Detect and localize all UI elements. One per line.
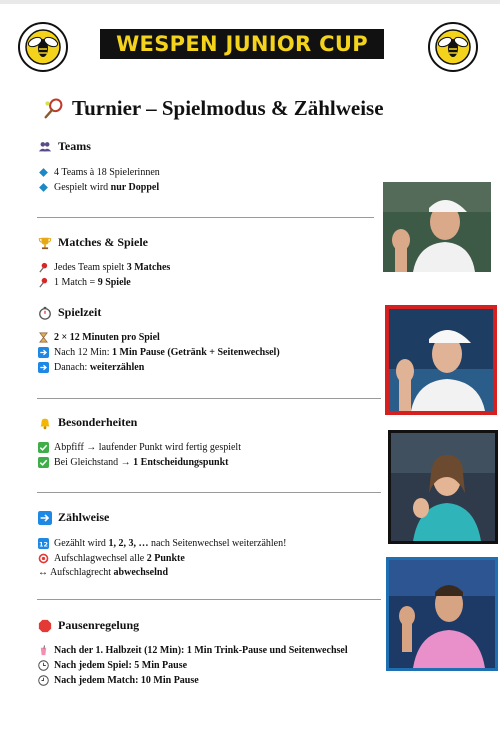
- banner-text: WESPEN JUNIOR CUP: [116, 32, 368, 56]
- player-photo-2: [385, 305, 497, 415]
- arrow-right-icon: [38, 362, 49, 373]
- player-photo-3: [388, 430, 498, 544]
- numbers-icon: [38, 538, 49, 549]
- list-item: Nach jedem Spiel: 5 Min Pause: [38, 660, 187, 671]
- tournament-banner: [100, 29, 384, 59]
- arrow-right-icon: [38, 347, 49, 358]
- list-item: Abpfiff → laufender Punkt wird fertig gespielt: [38, 442, 241, 453]
- list-item: Aufschlagwechsel alle 2 Punkte: [38, 553, 185, 564]
- top-border: [0, 0, 500, 4]
- hourglass-icon: [38, 332, 49, 343]
- pushpin-icon: [38, 262, 49, 273]
- section-heading-teams: Teams: [38, 139, 91, 154]
- bell-icon: [38, 416, 52, 430]
- section-heading-besonderheiten: Besonderheiten: [38, 415, 137, 430]
- player-photo-4: [386, 557, 498, 671]
- diamond-icon: [38, 182, 49, 193]
- section-heading-pausen: Pausenregelung: [38, 618, 139, 633]
- drink-icon: [38, 645, 49, 656]
- list-item: 1 Match = 9 Spiele: [38, 277, 131, 288]
- section-divider: [37, 599, 381, 600]
- tennis-racket-icon: [42, 98, 64, 120]
- list-item: Danach: weiterzählen: [38, 362, 144, 373]
- list-item: 12 Gezählt wird 1, 2, 3, … nach Seitenwechsel weiterzählen!: [39, 538, 287, 549]
- club-logo-right: [428, 22, 478, 72]
- target-icon: [38, 553, 49, 564]
- list-item: Nach der 1. Halbzeit (12 Min): 1 Min Trink-Pause und Seitenwechsel: [38, 645, 348, 656]
- section-heading-spielzeit: Spielzeit: [38, 305, 101, 320]
- people-icon: [38, 140, 52, 154]
- svg-text:12: 12: [39, 540, 48, 549]
- list-item: Gespielt wird nur Doppel: [38, 182, 159, 193]
- list-item: 2 × 12 Minuten pro Spiel: [38, 332, 160, 343]
- section-divider: [37, 217, 374, 218]
- clock-icon: [38, 675, 49, 686]
- stop-sign-icon: [38, 619, 52, 633]
- arrow-right-icon: [38, 511, 52, 525]
- section-heading-zaehlweise: Zählweise: [38, 510, 109, 525]
- diamond-icon: [38, 167, 49, 178]
- list-item: Jedes Team spielt 3 Matches: [38, 262, 170, 273]
- section-divider: [37, 398, 381, 399]
- clock-icon: [38, 660, 49, 671]
- page-title: [42, 96, 384, 121]
- list-item: Nach jedem Match: 10 Min Pause: [38, 675, 199, 686]
- list-item: Bei Gleichstand → 1 Entscheidungspunkt: [38, 457, 228, 468]
- section-heading-matches: Matches & Spiele: [38, 235, 148, 250]
- stopwatch-icon: [38, 306, 52, 320]
- club-logo-left: [18, 22, 68, 72]
- player-photo-1: [383, 182, 491, 272]
- list-item: ↔ Aufschlagrecht abwechselnd: [38, 567, 168, 578]
- page-title-text: Turnier – Spielmodus & Zählweise: [72, 96, 384, 120]
- pushpin-icon: [38, 277, 49, 288]
- section-divider: [37, 492, 381, 493]
- trophy-icon: [38, 236, 52, 250]
- list-item: 4 Teams à 18 Spielerinnen: [38, 167, 160, 178]
- check-icon: [38, 442, 49, 453]
- list-item: Nach 12 Min: 1 Min Pause (Getränk + Seitenwechsel): [38, 347, 280, 358]
- check-icon: [38, 457, 49, 468]
